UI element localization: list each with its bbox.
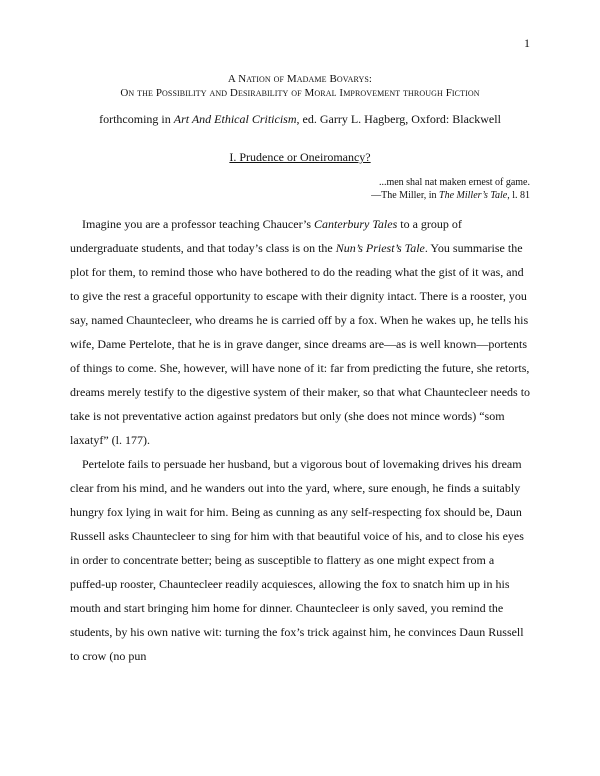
epigraph-attribution-suffix: , l. 81 bbox=[507, 190, 530, 201]
page-number: 1 bbox=[524, 36, 530, 50]
paper-title bbox=[0, 72, 600, 100]
paragraph-1 bbox=[70, 212, 532, 452]
epigraph-attribution-prefix: —The Miller, in bbox=[371, 190, 440, 201]
publication-note bbox=[0, 112, 600, 127]
title-nuns-priests-tale: Nun’s Priest’s Tale bbox=[335, 241, 425, 255]
paragraph-1-text-b: to a group of undergraduate students, and that today’s class is on the bbox=[70, 217, 462, 255]
publication-book: Art And Ethical Criticism bbox=[173, 112, 297, 126]
body-text bbox=[70, 212, 532, 668]
epigraph-attribution bbox=[371, 189, 530, 202]
title-canterbury-tales: Canterbury Tales bbox=[314, 217, 398, 231]
publication-suffix: , ed. Garry L. Hagberg, Oxford: Blackwell bbox=[296, 112, 501, 126]
section-heading: I. Prudence or Oneiromancy? bbox=[229, 150, 371, 164]
epigraph-attribution-work: The Miller’s Tale bbox=[439, 190, 508, 201]
paragraph-1-text-a: Imagine you are a professor teaching Chaucer’s bbox=[82, 217, 315, 231]
epigraph bbox=[371, 176, 530, 202]
paragraph-1-text-c: . You summarise the plot for them, to remind those who have bothered to do the reading what the gist of it was, and to give the rest a graceful opportunity to escape with their dignity intact. There is a rooster, you say, named Chauntecleer, who dreams he is carried off by a fox. When he wakes up, he tells his wife, Dame Pertelote, that he is in grave danger, since dreams are—as is well known—portents of things to come. She, however, will have none of it: far from predicting the future, she retorts, dreams merely testify to the digestive system of their maker, so that what Chauntecleer needs to take is not preventative action against predators but only (she does not mince words) “som laxatyf” (l. 177). bbox=[70, 241, 531, 447]
paragraph-2: Pertelote fails to persuade her husband, but a vigorous bout of lovemaking drives his dream clear from his mind, and he wanders out into the yard, where, sure enough, he finds a suitably hungry fox lying in wait for him. Being as cunning as any self-respecting fox should be, Daun Russell asks Chauntecleer to sing for him with that beautiful voice of his, and to close his eyes in order to concentrate better; being as susceptible to flattery as one might expect from a puffed-up rooster, Chauntecleer readily acquiesces, allowing the fox to snatch him up in his mouth and start bringing him home for dinner. Chauntecleer is only saved, you remind the students, by his own native wit: turning the fox’s trick against him, he convinces Daun Russell to crow (no pun bbox=[70, 457, 524, 663]
title-line-2: On the Possibility and Desirability of Moral Improvement through Fiction bbox=[120, 87, 480, 99]
publication-prefix: forthcoming in bbox=[99, 112, 174, 126]
title-line-1: A Nation of Madame Bovarys: bbox=[227, 73, 373, 85]
epigraph-quote: ...men shal nat maken ernest of game. bbox=[378, 177, 530, 188]
